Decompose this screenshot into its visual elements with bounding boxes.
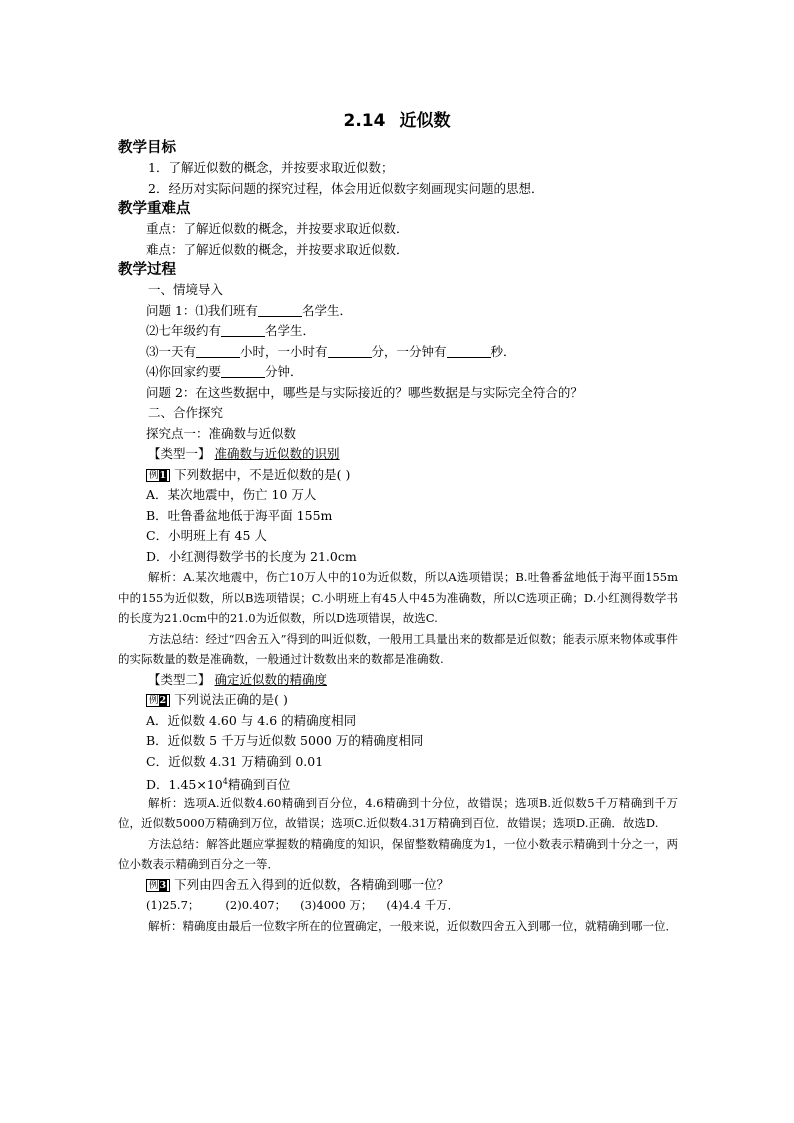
blank xyxy=(258,303,302,317)
example-3-badge xyxy=(146,879,170,892)
example-2-analysis: 解析：选项A.近似数4.60精确到百分位，4.6精确到十分位，故错误；选项B.近似数5千万精确到千万位，近似数5000万精确到万位，故错误；选项C.近似数4.31万精确到百位．故错误；选项D.正确．故选D. xyxy=(118,795,678,830)
q1b-text: ⑵七年级约有 xyxy=(146,323,222,338)
question-1b xyxy=(118,321,678,342)
example-2-method: 方法总结：解答此题应掌握数的精确度的知识，保留整数精确度为1，一位小数表示精确到十分之一，两位小数表示精确到百分之一等． xyxy=(118,836,678,871)
option-d-exponent: 4 xyxy=(222,777,228,786)
question-1d xyxy=(118,362,678,383)
example-1-option-d: D．小红测得数学书的长度为 21.0cm xyxy=(146,548,357,564)
content xyxy=(118,138,678,936)
example-1-analysis: 解析：A.某次地震中，伤亡10万人中的10为近似数，所以A选项错误；B.吐鲁番盆地低于海平面155m中的155为近似数，所以B选项错误；C.小明班上有45人中45为准确数，所以C选项正确；D.小红测得数学书的长度为21.0cm中的21.0为近似数，所以D选项错误，故选C. xyxy=(118,570,678,625)
example-1-option-b: B．吐鲁番盆地低于海平面 155m xyxy=(146,507,333,523)
ex3-item: (3)4000 万； xyxy=(300,898,373,912)
example-1-question xyxy=(118,465,678,486)
goal-1: 1．了解近似数的概念，并按要求取近似数； xyxy=(148,160,394,175)
blank xyxy=(328,344,372,358)
example-number: 2 xyxy=(159,695,167,706)
page-title xyxy=(0,106,794,131)
q1c-text-4: 秒． xyxy=(490,343,516,359)
explore-point-1: 探究点一：准确数与近似数 xyxy=(146,425,297,441)
key-point: 重点：了解近似数的概念，并按要求取近似数． xyxy=(146,221,409,236)
q1d-text: ⑷你回家约要 xyxy=(146,364,222,379)
example-3-analysis: 解析：精确度由最后一位数字所在的位置确定，一般来说，近似数四舍五入到哪一位，就精确到哪一位． xyxy=(148,918,677,933)
example-2-question xyxy=(118,690,678,711)
example-3-text: 下列由四舍五入得到的近似数，各精确到哪一位？ xyxy=(174,876,450,892)
heading-key-points: 教学重难点 xyxy=(118,201,191,217)
example-2-text: 下列说法正确的是( ) xyxy=(174,692,288,707)
example-number: 3 xyxy=(159,879,167,891)
blank xyxy=(196,344,240,358)
question-1a xyxy=(118,301,678,322)
q1d-end: 分钟． xyxy=(265,364,303,379)
ex3-item: (2)0.407； xyxy=(225,898,287,912)
type-2-tag: 【类型二】 xyxy=(148,671,211,687)
example-2-option-c: C．近似数 4.31 万精确到 0.01 xyxy=(146,753,324,769)
example-label: 例 xyxy=(149,695,159,706)
example-1-method: 方法总结：经过“四舍五入”得到的叫近似数，一般用工具量出来的数都是近似数；能表示原来物体或事件的实际数量的数是准确数，一般通过计数数出来的数都是准确数. xyxy=(118,631,678,666)
example-2-badge xyxy=(146,694,170,707)
heading-process: 教学过程 xyxy=(118,262,176,278)
blank xyxy=(447,344,491,358)
heading-goals: 教学目标 xyxy=(118,140,176,156)
example-1-text: 下列数据中，不是近似数的是( ) xyxy=(174,466,351,482)
type-2-title xyxy=(118,670,678,691)
option-d-base: D．1.45×10 xyxy=(146,777,223,793)
section-number: 2.14 xyxy=(343,111,386,131)
type-1-name: 准确数与近似数的识别 xyxy=(214,446,340,461)
option-d-text: 精确到百位 xyxy=(227,777,291,793)
section-name: 近似数 xyxy=(399,111,451,131)
part-1-title: 一、情境导入 xyxy=(148,282,224,297)
example-2-option-d xyxy=(118,772,678,793)
example-number: 1 xyxy=(159,469,167,481)
goal-2: 2．经历对实际问题的探究过程，体会用近似数字刻画现实问题的思想． xyxy=(148,180,544,196)
question-2: 问题 2：在这些数据中，哪些是与实际接近的？哪些数据是与实际完全符合的？ xyxy=(146,384,583,400)
ex3-item: (4)4.4 千万． xyxy=(386,898,460,912)
example-1-option-a: A．某次地震中，伤亡 10 万人 xyxy=(146,487,317,502)
example-2-option-a: A．近似数 4.60 与 4.6 的精确度相同 xyxy=(146,712,357,728)
example-1-badge xyxy=(146,469,170,482)
type-1-tag: 【类型一】 xyxy=(148,446,211,461)
q1b-end: 名学生． xyxy=(265,323,316,338)
example-1-option-c: C．小明班上有 45 人 xyxy=(146,528,267,543)
ex3-item: (1)25.7； xyxy=(146,898,200,912)
example-2-option-b: B．近似数 5 千万与近似数 5000 万的精确度相同 xyxy=(146,733,424,748)
example-3-items xyxy=(118,895,678,916)
question-1c xyxy=(118,342,678,363)
q1c-text-2: 小时，一小时有 xyxy=(240,343,328,359)
q1c-text-1: ⑶一天有 xyxy=(146,343,197,359)
blank xyxy=(221,323,265,337)
part-2-title: 二、合作探究 xyxy=(148,405,224,420)
blank xyxy=(221,364,265,378)
q1a-end: 名学生． xyxy=(301,302,352,318)
q1a-text: 问题 1：⑴我们班有 xyxy=(146,302,258,318)
q1c-text-3: 分，一分钟有 xyxy=(371,343,447,359)
example-label: 例 xyxy=(149,469,159,481)
type-1-title xyxy=(118,444,678,465)
example-label: 例 xyxy=(149,879,159,891)
example-3-question xyxy=(118,875,678,896)
difficult-point: 难点：了解近似数的概念，并按要求取近似数． xyxy=(146,241,409,257)
type-2-name: 确定近似数的精确度 xyxy=(214,671,328,687)
